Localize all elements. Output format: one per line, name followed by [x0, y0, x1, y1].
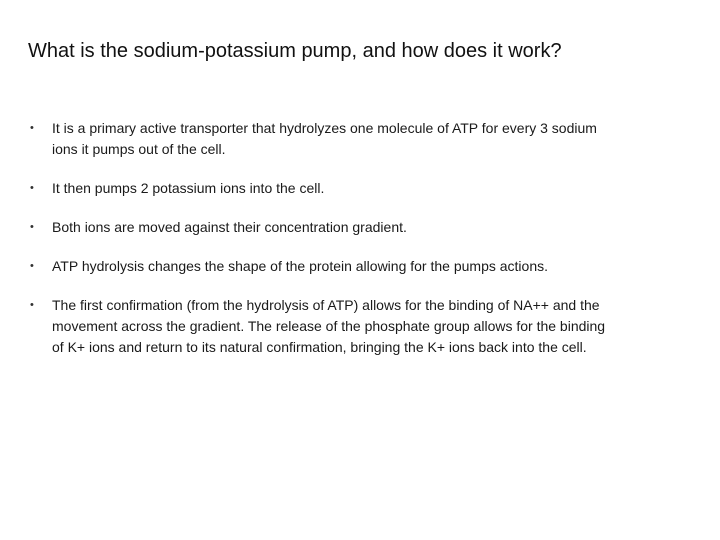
bullet-item [30, 118, 615, 160]
bullet-marker-icon: • [30, 260, 34, 272]
bullet-text: It then pumps 2 potassium ions into the cell. [52, 180, 325, 196]
bullet-item [30, 178, 615, 199]
bullet-item [30, 217, 615, 238]
bullet-text: ATP hydrolysis changes the shape of the protein allowing for the pumps actions. [52, 258, 548, 274]
bullet-marker-icon: • [30, 182, 34, 194]
bullet-text: The first confirmation (from the hydrolysis of ATP) allows for the binding of NA++ and the movement across the gradient. The release of the phosphate group allows for the binding of K+ ions and return to its natural confirmation, bringing the K+ ions back into the cell. [52, 297, 606, 355]
bullet-text: It is a primary active transporter that hydrolyzes one molecule of ATP for every 3 sodium ions it pumps out of the cell. [52, 120, 597, 157]
bullet-item [30, 295, 615, 358]
bullet-text: Both ions are moved against their concentration gradient. [52, 219, 407, 235]
bullet-marker-icon: • [30, 299, 34, 311]
bullet-marker-icon: • [30, 221, 34, 233]
bullet-item [30, 256, 615, 277]
bullet-marker-icon: • [30, 122, 34, 134]
slide-title: What is the sodium-potassium pump, and how does it work? [28, 40, 562, 62]
bullet-list [30, 118, 615, 376]
